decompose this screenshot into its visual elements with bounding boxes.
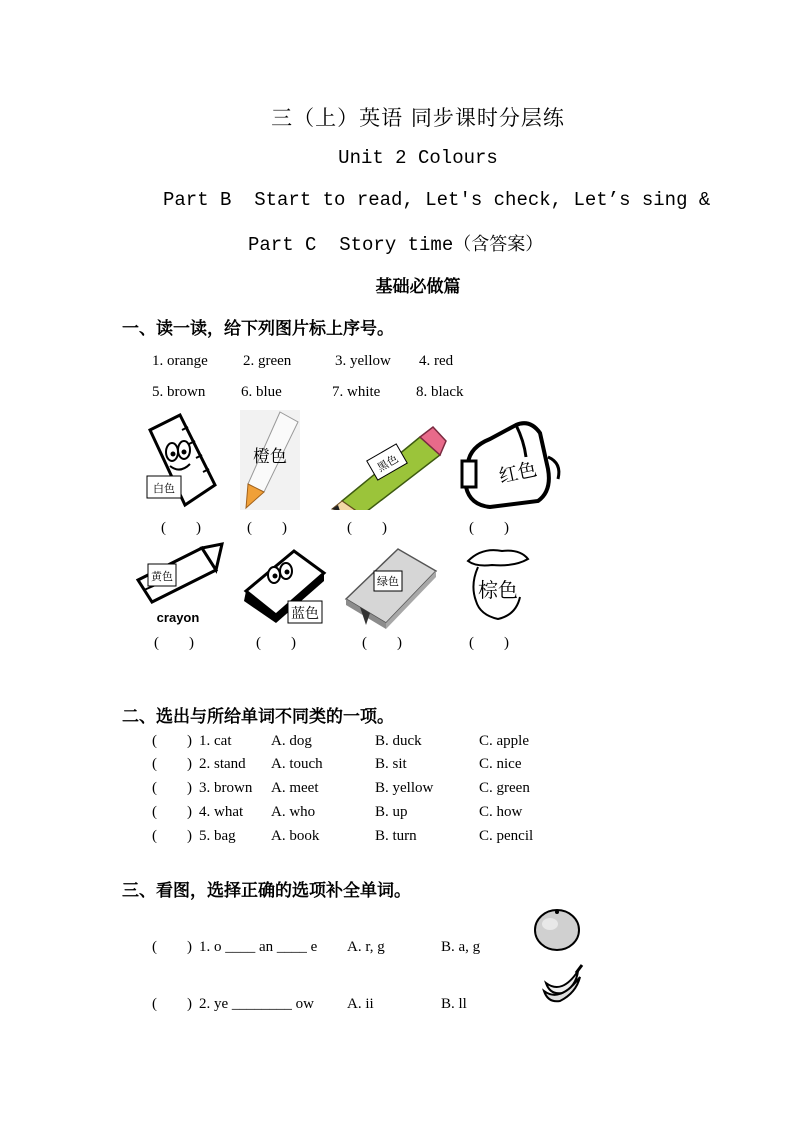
crayon-icon [132,540,227,630]
option-a: A. touch [271,756,323,772]
option-c: C. apple [479,733,529,749]
color-label: 橙色 [253,447,287,467]
answer-blank[interactable]: ( ) [469,635,509,651]
question-word: 1. o ____ an ____ e [199,939,318,955]
option-a: A. who [271,804,316,820]
color-label: 黄色 [151,570,173,583]
answer-blank[interactable]: ( ) [362,635,402,651]
answer-blank[interactable]: ( ) [152,996,192,1012]
word-option: 2. green [243,353,292,369]
option-c: C. nice [479,756,522,772]
option-a: A. meet [271,780,319,796]
section2-title: 二、选出与所给单词不同类的一项。 [122,707,394,727]
pencil-icon [330,425,448,510]
orange-fruit-icon [532,906,582,952]
unit-title: Unit 2 Colours [338,147,498,169]
answer-blank[interactable]: ( ) [152,804,192,820]
section3-title: 三、看图，选择正确的选项补全单词。 [122,881,411,901]
option-b: B. a, g [441,939,481,955]
answer-blank[interactable]: ( ) [152,939,192,955]
answer-blank[interactable]: ( ) [152,733,192,749]
bag-icon [460,417,565,509]
question-word: 1. cat [199,733,232,749]
question-word: 3. brown [199,780,253,796]
option-a: A. ii [347,996,374,1012]
hat-icon [462,545,532,625]
color-label: 黑色 [374,452,401,475]
color-label: 蓝色 [291,606,319,622]
option-b: B. duck [375,733,422,749]
option-c: C. how [479,804,523,820]
ruler-icon [140,410,220,510]
color-label: 棕色 [478,578,518,602]
level-title: 基础必做篇 [375,277,461,297]
option-b: B. up [375,804,408,820]
worksheet-title: 三（上）英语 同步课时分层练 [271,106,565,130]
option-b: B. sit [375,756,407,772]
answer-blank[interactable]: ( ) [161,520,201,536]
part-b-title: Part B Start to read, Let's check, Let’s sing & [163,189,711,211]
word-option: 7. white [332,384,381,400]
option-b: B. ll [441,996,467,1012]
question-word: 2. ye ________ ow [199,996,314,1012]
question-word: 5. bag [199,828,236,844]
option-c: C. green [479,780,530,796]
word-option: 5. brown [152,384,206,400]
pen-icon [240,410,300,510]
part-c-title [248,230,543,256]
answer-blank[interactable]: ( ) [247,520,287,536]
answer-blank[interactable]: ( ) [152,780,192,796]
crayon-caption: crayon [156,610,200,625]
question-word: 2. stand [199,756,246,772]
option-a: A. dog [271,733,312,749]
option-a: A. book [271,828,320,844]
option-b: B. yellow [375,780,434,796]
banana-icon [540,963,585,1008]
answer-note: （含答案） [453,234,544,255]
word-option: 3. yellow [335,353,391,369]
color-label: 红色 [497,458,539,488]
part-c-text: Part C Story time [248,234,454,256]
book-icon [342,545,440,630]
option-b: B. turn [375,828,417,844]
answer-blank[interactable]: ( ) [347,520,387,536]
word-option: 4. red [419,353,454,369]
word-option: 1. orange [152,353,208,369]
answer-blank[interactable]: ( ) [152,756,192,772]
answer-blank[interactable]: ( ) [152,828,192,844]
option-c: C. pencil [479,828,534,844]
word-option: 8. black [416,384,464,400]
option-a: A. r, g [347,939,385,955]
word-option: 6. blue [241,384,282,400]
section1-title: 一、读一读，给下列图片标上序号。 [122,319,394,339]
answer-blank[interactable]: ( ) [469,520,509,536]
answer-blank[interactable]: ( ) [154,635,194,651]
eraser-icon [240,545,328,625]
color-label: 绿色 [377,575,399,588]
color-label: 白色 [153,482,175,495]
question-word: 4. what [199,804,244,820]
answer-blank[interactable]: ( ) [256,635,296,651]
